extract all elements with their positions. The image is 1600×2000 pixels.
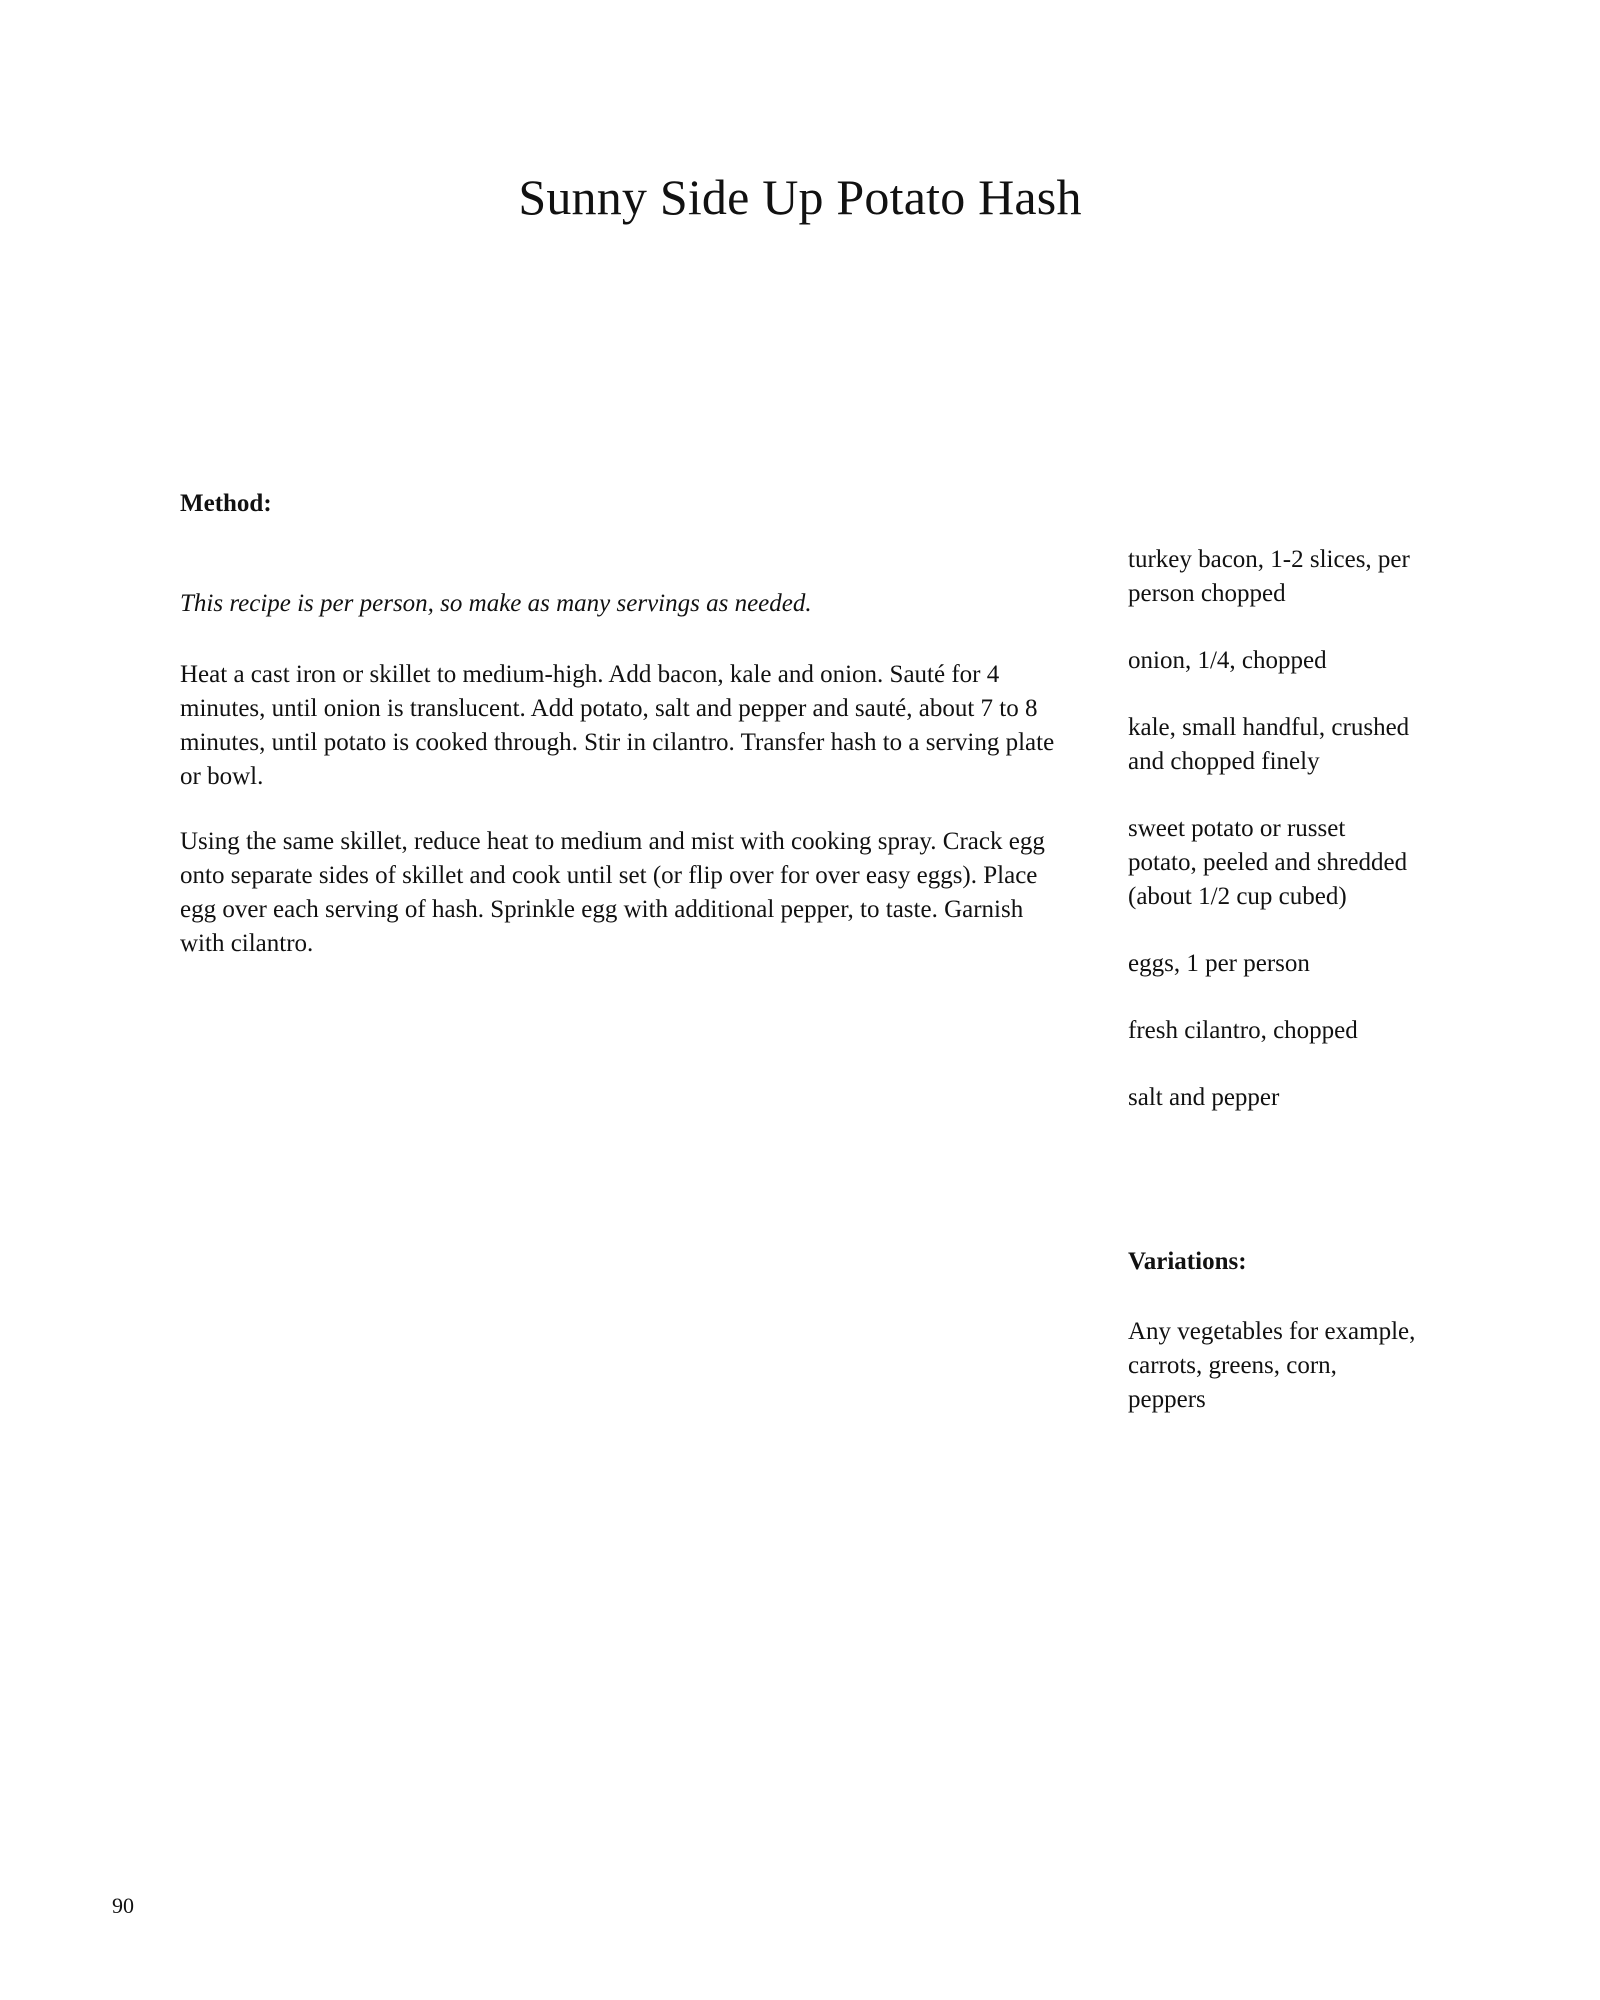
variations-heading: Variations: bbox=[1128, 1248, 1247, 1275]
ingredient-item: turkey bacon, 1-2 slices, per person chopped bbox=[1128, 546, 1410, 607]
method-step-2: Using the same skillet, reduce heat to medium and mist with cooking spray. Crack egg onto separate sides of skillet and cook until set (or flip over for over easy eggs). Place egg over each serving of hash. Sprinkle egg with additional pepper, to taste. Garnish with cilantro. bbox=[180, 828, 1045, 957]
method-heading: Method: bbox=[180, 490, 272, 517]
ingredient-item: fresh cilantro, chopped bbox=[1128, 1017, 1358, 1044]
page-number: 90 bbox=[112, 1893, 134, 1918]
variations-text: Any vegetables for example, carrots, greens, corn, peppers bbox=[1128, 1318, 1416, 1413]
ingredient-item: eggs, 1 per person bbox=[1128, 950, 1310, 977]
serving-note: This recipe is per person, so make as many servings as needed. bbox=[180, 590, 812, 617]
method-step-1: Heat a cast iron or skillet to medium-high. Add bacon, kale and onion. Sauté for 4 minutes, until onion is translucent. Add potato, salt and pepper and sauté, about 7 to 8 minutes, until potato is cooked through. Stir in cilantro. Transfer hash to a serving plate or bowl. bbox=[180, 661, 1055, 790]
page-title: Sunny Side Up Potato Hash bbox=[518, 169, 1082, 225]
ingredient-item: onion, 1/4, chopped bbox=[1128, 647, 1327, 674]
ingredient-item: kale, small handful, crushed and chopped finely bbox=[1128, 714, 1410, 775]
ingredient-list bbox=[1128, 543, 1418, 1148]
ingredient-item: sweet potato or russet potato, peeled and shredded (about 1/2 cup cubed) bbox=[1128, 815, 1408, 910]
ingredient-item: salt and pepper bbox=[1128, 1084, 1280, 1111]
